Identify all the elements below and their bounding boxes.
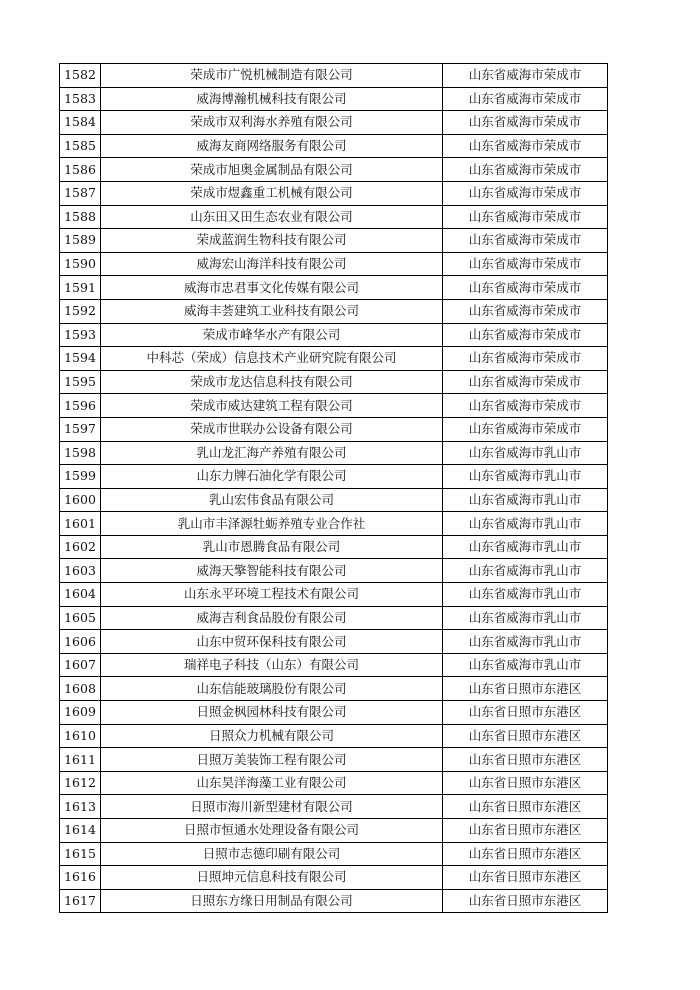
region: 山东省威海市乳山市	[443, 630, 608, 654]
table-row	[60, 819, 608, 843]
company-name: 日照市志德印刷有限公司	[101, 842, 443, 866]
region: 山东省日照市东港区	[443, 889, 608, 913]
company-name: 荣成市煜鑫重工机械有限公司	[101, 181, 443, 205]
region: 山东省日照市东港区	[443, 771, 608, 795]
region: 山东省日照市东港区	[443, 819, 608, 843]
company-name: 日照市海川新型建材有限公司	[101, 795, 443, 819]
company-name: 荣成市旭奥金属制品有限公司	[101, 158, 443, 182]
row-number: 1596	[60, 394, 101, 418]
table-row	[60, 64, 608, 88]
region: 山东省日照市东港区	[443, 842, 608, 866]
row-number: 1587	[60, 181, 101, 205]
row-number: 1609	[60, 701, 101, 725]
table-row	[60, 866, 608, 890]
row-number: 1617	[60, 889, 101, 913]
row-number: 1606	[60, 630, 101, 654]
row-number: 1601	[60, 512, 101, 536]
company-name: 日照金枫园林科技有限公司	[101, 701, 443, 725]
table-row	[60, 512, 608, 536]
row-number: 1582	[60, 64, 101, 88]
table-row	[60, 724, 608, 748]
row-number: 1610	[60, 724, 101, 748]
region: 山东省威海市荣成市	[443, 134, 608, 158]
table-row	[60, 417, 608, 441]
table-row	[60, 748, 608, 772]
region: 山东省威海市荣成市	[443, 87, 608, 111]
region: 山东省威海市荣成市	[443, 252, 608, 276]
row-number: 1592	[60, 299, 101, 323]
company-name: 日照坤元信息科技有限公司	[101, 866, 443, 890]
company-name: 中科芯（荣成）信息技术产业研究院有限公司	[101, 347, 443, 371]
table-row	[60, 276, 608, 300]
company-name: 荣成市龙达信息科技有限公司	[101, 370, 443, 394]
table-row	[60, 181, 608, 205]
table-row	[60, 370, 608, 394]
row-number: 1608	[60, 677, 101, 701]
table-row	[60, 889, 608, 913]
table-row	[60, 488, 608, 512]
company-name: 荣成市世联办公设备有限公司	[101, 417, 443, 441]
company-name: 山东昊洋海藻工业有限公司	[101, 771, 443, 795]
row-number: 1591	[60, 276, 101, 300]
company-name: 乳山市丰泽源牡蛎养殖专业合作社	[101, 512, 443, 536]
company-list-table	[59, 63, 608, 913]
row-number: 1586	[60, 158, 101, 182]
table-row	[60, 465, 608, 489]
row-number: 1604	[60, 583, 101, 607]
table-row	[60, 559, 608, 583]
table-row	[60, 111, 608, 135]
region: 山东省威海市荣成市	[443, 276, 608, 300]
company-name: 威海吉利食品股份有限公司	[101, 606, 443, 630]
table-row	[60, 158, 608, 182]
company-name: 荣成市威达建筑工程有限公司	[101, 394, 443, 418]
company-name: 威海市忠君事文化传媒有限公司	[101, 276, 443, 300]
company-name: 山东田又田生态农业有限公司	[101, 205, 443, 229]
region: 山东省日照市东港区	[443, 866, 608, 890]
table-row	[60, 441, 608, 465]
company-name: 乳山宏伟食品有限公司	[101, 488, 443, 512]
region: 山东省威海市乳山市	[443, 488, 608, 512]
row-number: 1611	[60, 748, 101, 772]
table-row	[60, 771, 608, 795]
table-row	[60, 583, 608, 607]
region: 山东省威海市荣成市	[443, 111, 608, 135]
region: 山东省威海市荣成市	[443, 229, 608, 253]
table-row	[60, 535, 608, 559]
row-number: 1585	[60, 134, 101, 158]
company-name: 日照东方缘日用制品有限公司	[101, 889, 443, 913]
region: 山东省威海市乳山市	[443, 583, 608, 607]
table-row	[60, 252, 608, 276]
table-row	[60, 134, 608, 158]
row-number: 1595	[60, 370, 101, 394]
region: 山东省威海市荣成市	[443, 417, 608, 441]
region: 山东省威海市荣成市	[443, 370, 608, 394]
row-number: 1605	[60, 606, 101, 630]
table-row	[60, 606, 608, 630]
region: 山东省威海市乳山市	[443, 465, 608, 489]
row-number: 1597	[60, 417, 101, 441]
company-name: 威海博瀚机械科技有限公司	[101, 87, 443, 111]
table-row	[60, 677, 608, 701]
region: 山东省威海市乳山市	[443, 606, 608, 630]
row-number: 1593	[60, 323, 101, 347]
row-number: 1594	[60, 347, 101, 371]
region: 山东省日照市东港区	[443, 795, 608, 819]
row-number: 1615	[60, 842, 101, 866]
company-name: 威海天擎智能科技有限公司	[101, 559, 443, 583]
row-number: 1589	[60, 229, 101, 253]
company-name: 威海丰荟建筑工业科技有限公司	[101, 299, 443, 323]
row-number: 1614	[60, 819, 101, 843]
table-row	[60, 795, 608, 819]
region: 山东省威海市乳山市	[443, 441, 608, 465]
table-row	[60, 299, 608, 323]
row-number: 1607	[60, 653, 101, 677]
company-name: 日照市恒通水处理设备有限公司	[101, 819, 443, 843]
table-row	[60, 87, 608, 111]
table-row	[60, 630, 608, 654]
company-name: 荣成市峰华水产有限公司	[101, 323, 443, 347]
row-number: 1603	[60, 559, 101, 583]
company-name: 荣成市双利海水养殖有限公司	[101, 111, 443, 135]
row-number: 1599	[60, 465, 101, 489]
company-name: 威海友商网络服务有限公司	[101, 134, 443, 158]
region: 山东省威海市乳山市	[443, 512, 608, 536]
company-name: 瑞祥电子科技（山东）有限公司	[101, 653, 443, 677]
table-row	[60, 205, 608, 229]
region: 山东省威海市乳山市	[443, 535, 608, 559]
row-number: 1613	[60, 795, 101, 819]
company-name: 乳山市恩腾食品有限公司	[101, 535, 443, 559]
company-name: 山东力牌石油化学有限公司	[101, 465, 443, 489]
company-name: 威海宏山海洋科技有限公司	[101, 252, 443, 276]
row-number: 1616	[60, 866, 101, 890]
company-name: 荣成蓝润生物科技有限公司	[101, 229, 443, 253]
table-row	[60, 229, 608, 253]
table-row	[60, 323, 608, 347]
row-number: 1598	[60, 441, 101, 465]
row-number: 1612	[60, 771, 101, 795]
table-row	[60, 394, 608, 418]
company-name: 乳山龙汇海产养殖有限公司	[101, 441, 443, 465]
region: 山东省威海市荣成市	[443, 205, 608, 229]
row-number: 1590	[60, 252, 101, 276]
table-row	[60, 653, 608, 677]
company-name: 山东中贸环保科技有限公司	[101, 630, 443, 654]
company-name: 山东信能玻璃股份有限公司	[101, 677, 443, 701]
company-name: 日照万美装饰工程有限公司	[101, 748, 443, 772]
region: 山东省威海市荣成市	[443, 323, 608, 347]
company-name: 荣成市广悦机械制造有限公司	[101, 64, 443, 88]
table-row	[60, 347, 608, 371]
table-row	[60, 701, 608, 725]
table-body	[60, 64, 608, 913]
row-number: 1600	[60, 488, 101, 512]
company-name: 日照众力机械有限公司	[101, 724, 443, 748]
region: 山东省威海市乳山市	[443, 559, 608, 583]
region: 山东省日照市东港区	[443, 748, 608, 772]
region: 山东省日照市东港区	[443, 701, 608, 725]
row-number: 1583	[60, 87, 101, 111]
region: 山东省威海市荣成市	[443, 64, 608, 88]
company-name: 山东永平环境工程技术有限公司	[101, 583, 443, 607]
table-row	[60, 842, 608, 866]
region: 山东省威海市荣成市	[443, 181, 608, 205]
region: 山东省日照市东港区	[443, 677, 608, 701]
region: 山东省日照市东港区	[443, 724, 608, 748]
region: 山东省威海市乳山市	[443, 653, 608, 677]
region: 山东省威海市荣成市	[443, 347, 608, 371]
row-number: 1602	[60, 535, 101, 559]
region: 山东省威海市荣成市	[443, 394, 608, 418]
row-number: 1584	[60, 111, 101, 135]
region: 山东省威海市荣成市	[443, 299, 608, 323]
row-number: 1588	[60, 205, 101, 229]
region: 山东省威海市荣成市	[443, 158, 608, 182]
